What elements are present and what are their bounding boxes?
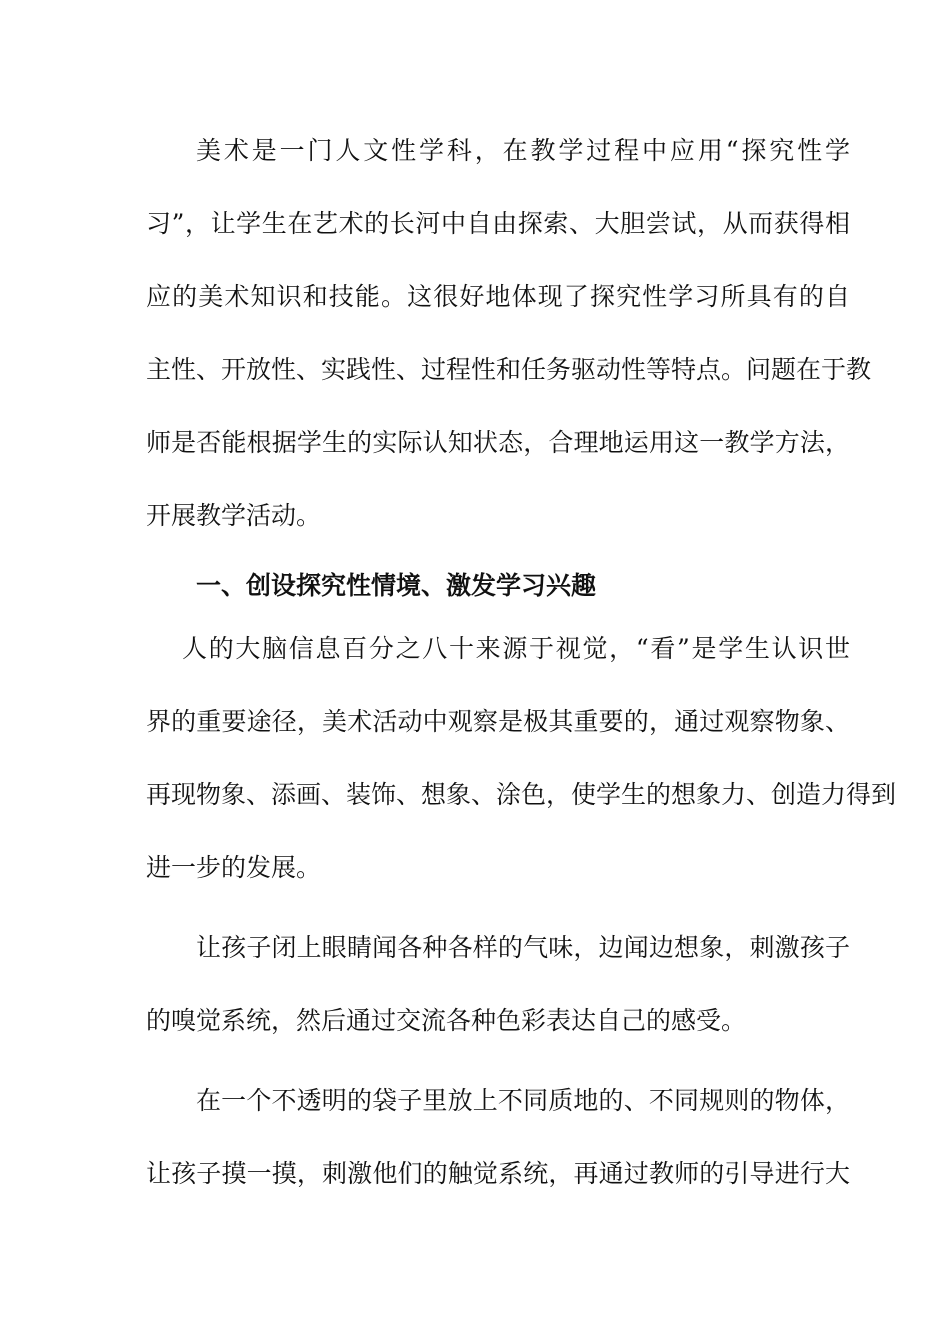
paragraph-2-line-2: 界的重要途径，美术活动中观察是极其重要的，通过观察物象、 <box>146 707 850 736</box>
paragraph-2-line-3: 再现物象、添画、装饰、想象、涂色，使学生的想象力、创造力得到 <box>146 780 897 809</box>
paragraph-2-line-1: 人的大脑信息百分之八十来源于视觉，“看”是学生认识世 <box>182 634 850 663</box>
paragraph-1-line-4: 主性、开放性、实践性、过程性和任务驱动性等特点。问题在于教 <box>146 355 872 384</box>
paragraph-1-line-2: 习”，让学生在艺术的长河中自由探索、大胆尝试，从而获得相 <box>146 209 850 238</box>
paragraph-1-line-6: 开展教学活动。 <box>146 501 322 530</box>
paragraph-3-line-2: 的嗅觉系统，然后通过交流各种色彩表达自己的感受。 <box>146 1006 747 1035</box>
paragraph-3-line-1: 让孩子闭上眼睛闻各种各样的气味，边闻边想象，刺激孩子 <box>196 933 850 962</box>
paragraph-1-line-5: 师是否能根据学生的实际认知状态，合理地运用这一教学方法， <box>146 428 850 457</box>
paragraph-4-line-1: 在一个不透明的袋子里放上不同质地的、不同规则的物体， <box>196 1086 850 1115</box>
paragraph-4-line-2: 让孩子摸一摸，刺激他们的触觉系统，再通过教师的引导进行大 <box>146 1159 850 1188</box>
paragraph-1-line-3: 应的美术知识和技能。这很好地体现了探究性学习所具有的自 <box>146 282 850 311</box>
paragraph-2-line-4: 进一步的发展。 <box>146 853 322 882</box>
section-heading: 一、创设探究性情境、激发学习兴趣 <box>196 571 597 600</box>
paragraph-1-line-1: 美术是一门人文性学科，在教学过程中应用“探究性学 <box>196 136 850 165</box>
